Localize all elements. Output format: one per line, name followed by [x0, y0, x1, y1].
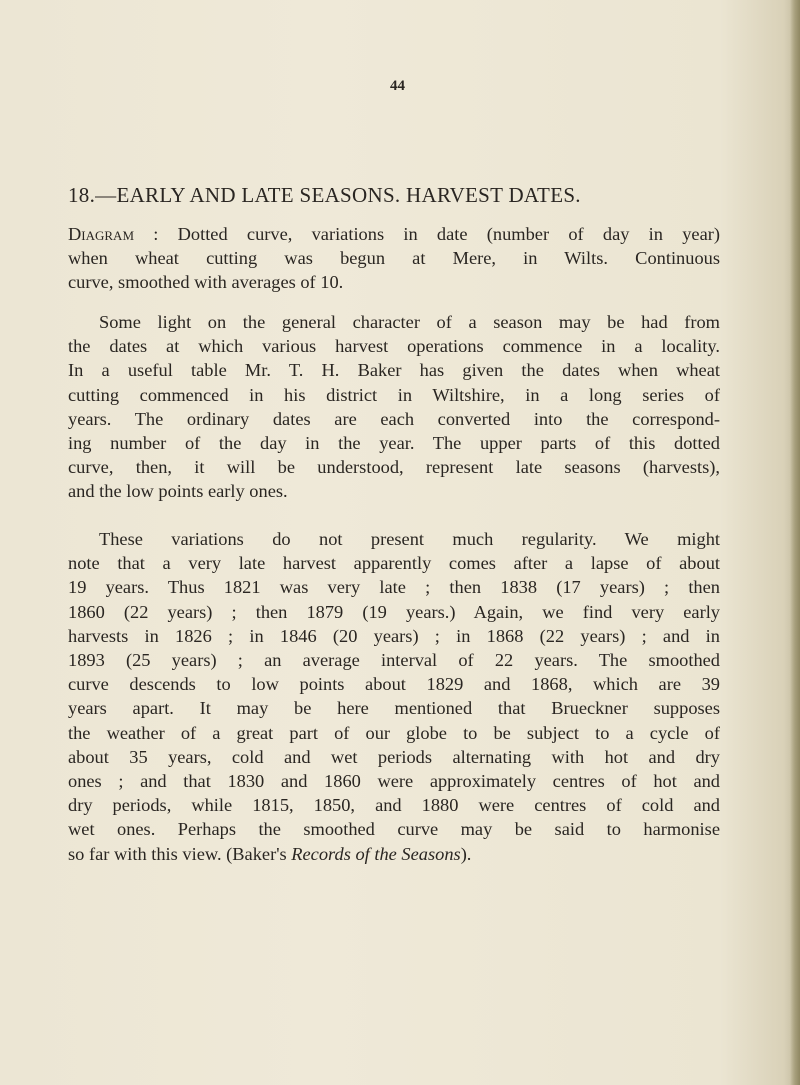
text-line: and the low points early ones.	[68, 481, 288, 502]
section-heading: 18.—EARLY AND LATE SEASONS. HARVEST DATES.	[68, 183, 581, 207]
text-line: In a useful table Mr. T. H. Baker has given the dates when wheat	[68, 360, 720, 381]
text-line: wet ones. Perhaps the smoothed curve may be said to harmonise	[68, 819, 720, 840]
text-line: years. The ordinary dates are each converted into the correspond-	[68, 408, 720, 429]
text-line: 19 years. Thus 1821 was very late ; then 1838 (17 years) ; then	[68, 577, 720, 598]
text-line: curve descends to low points about 1829 and 1868, which are 39	[68, 674, 720, 695]
final-line-suffix: ).	[460, 843, 472, 864]
book-title: Records of the Seasons	[291, 843, 461, 864]
text-line: 1893 (25 years) ; an average interval of 22 years. The smoothed	[68, 650, 720, 671]
text-line: the weather of a great part of our globe to be subject to a cycle of	[68, 722, 720, 743]
text-line: ones ; and that 1830 and 1860 were approximately centres of hot and	[68, 771, 720, 792]
paragraph-harvest-operations	[68, 310, 720, 504]
text-line: cutting commenced in his district in Wiltshire, in a long series of	[68, 384, 720, 405]
diagram-label: Diagram	[68, 224, 135, 244]
final-line-prefix: so far with this view. (Baker's	[68, 843, 292, 864]
page-edge-shadow	[790, 0, 800, 1085]
text-line-final	[68, 842, 720, 866]
text-line: 1860 (22 years) ; then 1879 (19 years.) Again, we find very early	[68, 601, 720, 622]
text-line: note that a very late harvest apparently comes after a lapse of about	[68, 553, 720, 574]
text-line: Some light on the general character of a season may be had from	[99, 312, 720, 332]
text-line: These variations do not present much regularity. We might	[99, 529, 720, 549]
page-number: 44	[390, 78, 405, 94]
text-line: dry periods, while 1815, 1850, and 1880 were centres of cold and	[68, 795, 720, 816]
text-line: harvests in 1826 ; in 1846 (20 years) ; in 1868 (22 years) ; and in	[68, 625, 720, 646]
text-line: curve, then, it will be understood, represent late seasons (harvests),	[68, 457, 720, 478]
paragraph-variations	[68, 527, 720, 866]
caption-line	[68, 222, 720, 246]
caption-line: when wheat cutting was begun at Mere, in Wilts. Continuous	[68, 248, 720, 269]
text-line: ing number of the day in the year. The upper parts of this dotted	[68, 433, 720, 454]
diagram-caption	[68, 222, 720, 295]
text-line: years apart. It may be here mentioned that Brueckner supposes	[68, 698, 720, 719]
caption-line-text: : Dotted curve, variations in date (number of day in year)	[134, 224, 720, 244]
caption-line: curve, smoothed with averages of 10.	[68, 272, 344, 293]
text-line: about 35 years, cold and wet periods alternating with hot and dry	[68, 746, 720, 767]
text-line: the dates at which various harvest operations commence in a locality.	[68, 336, 720, 357]
